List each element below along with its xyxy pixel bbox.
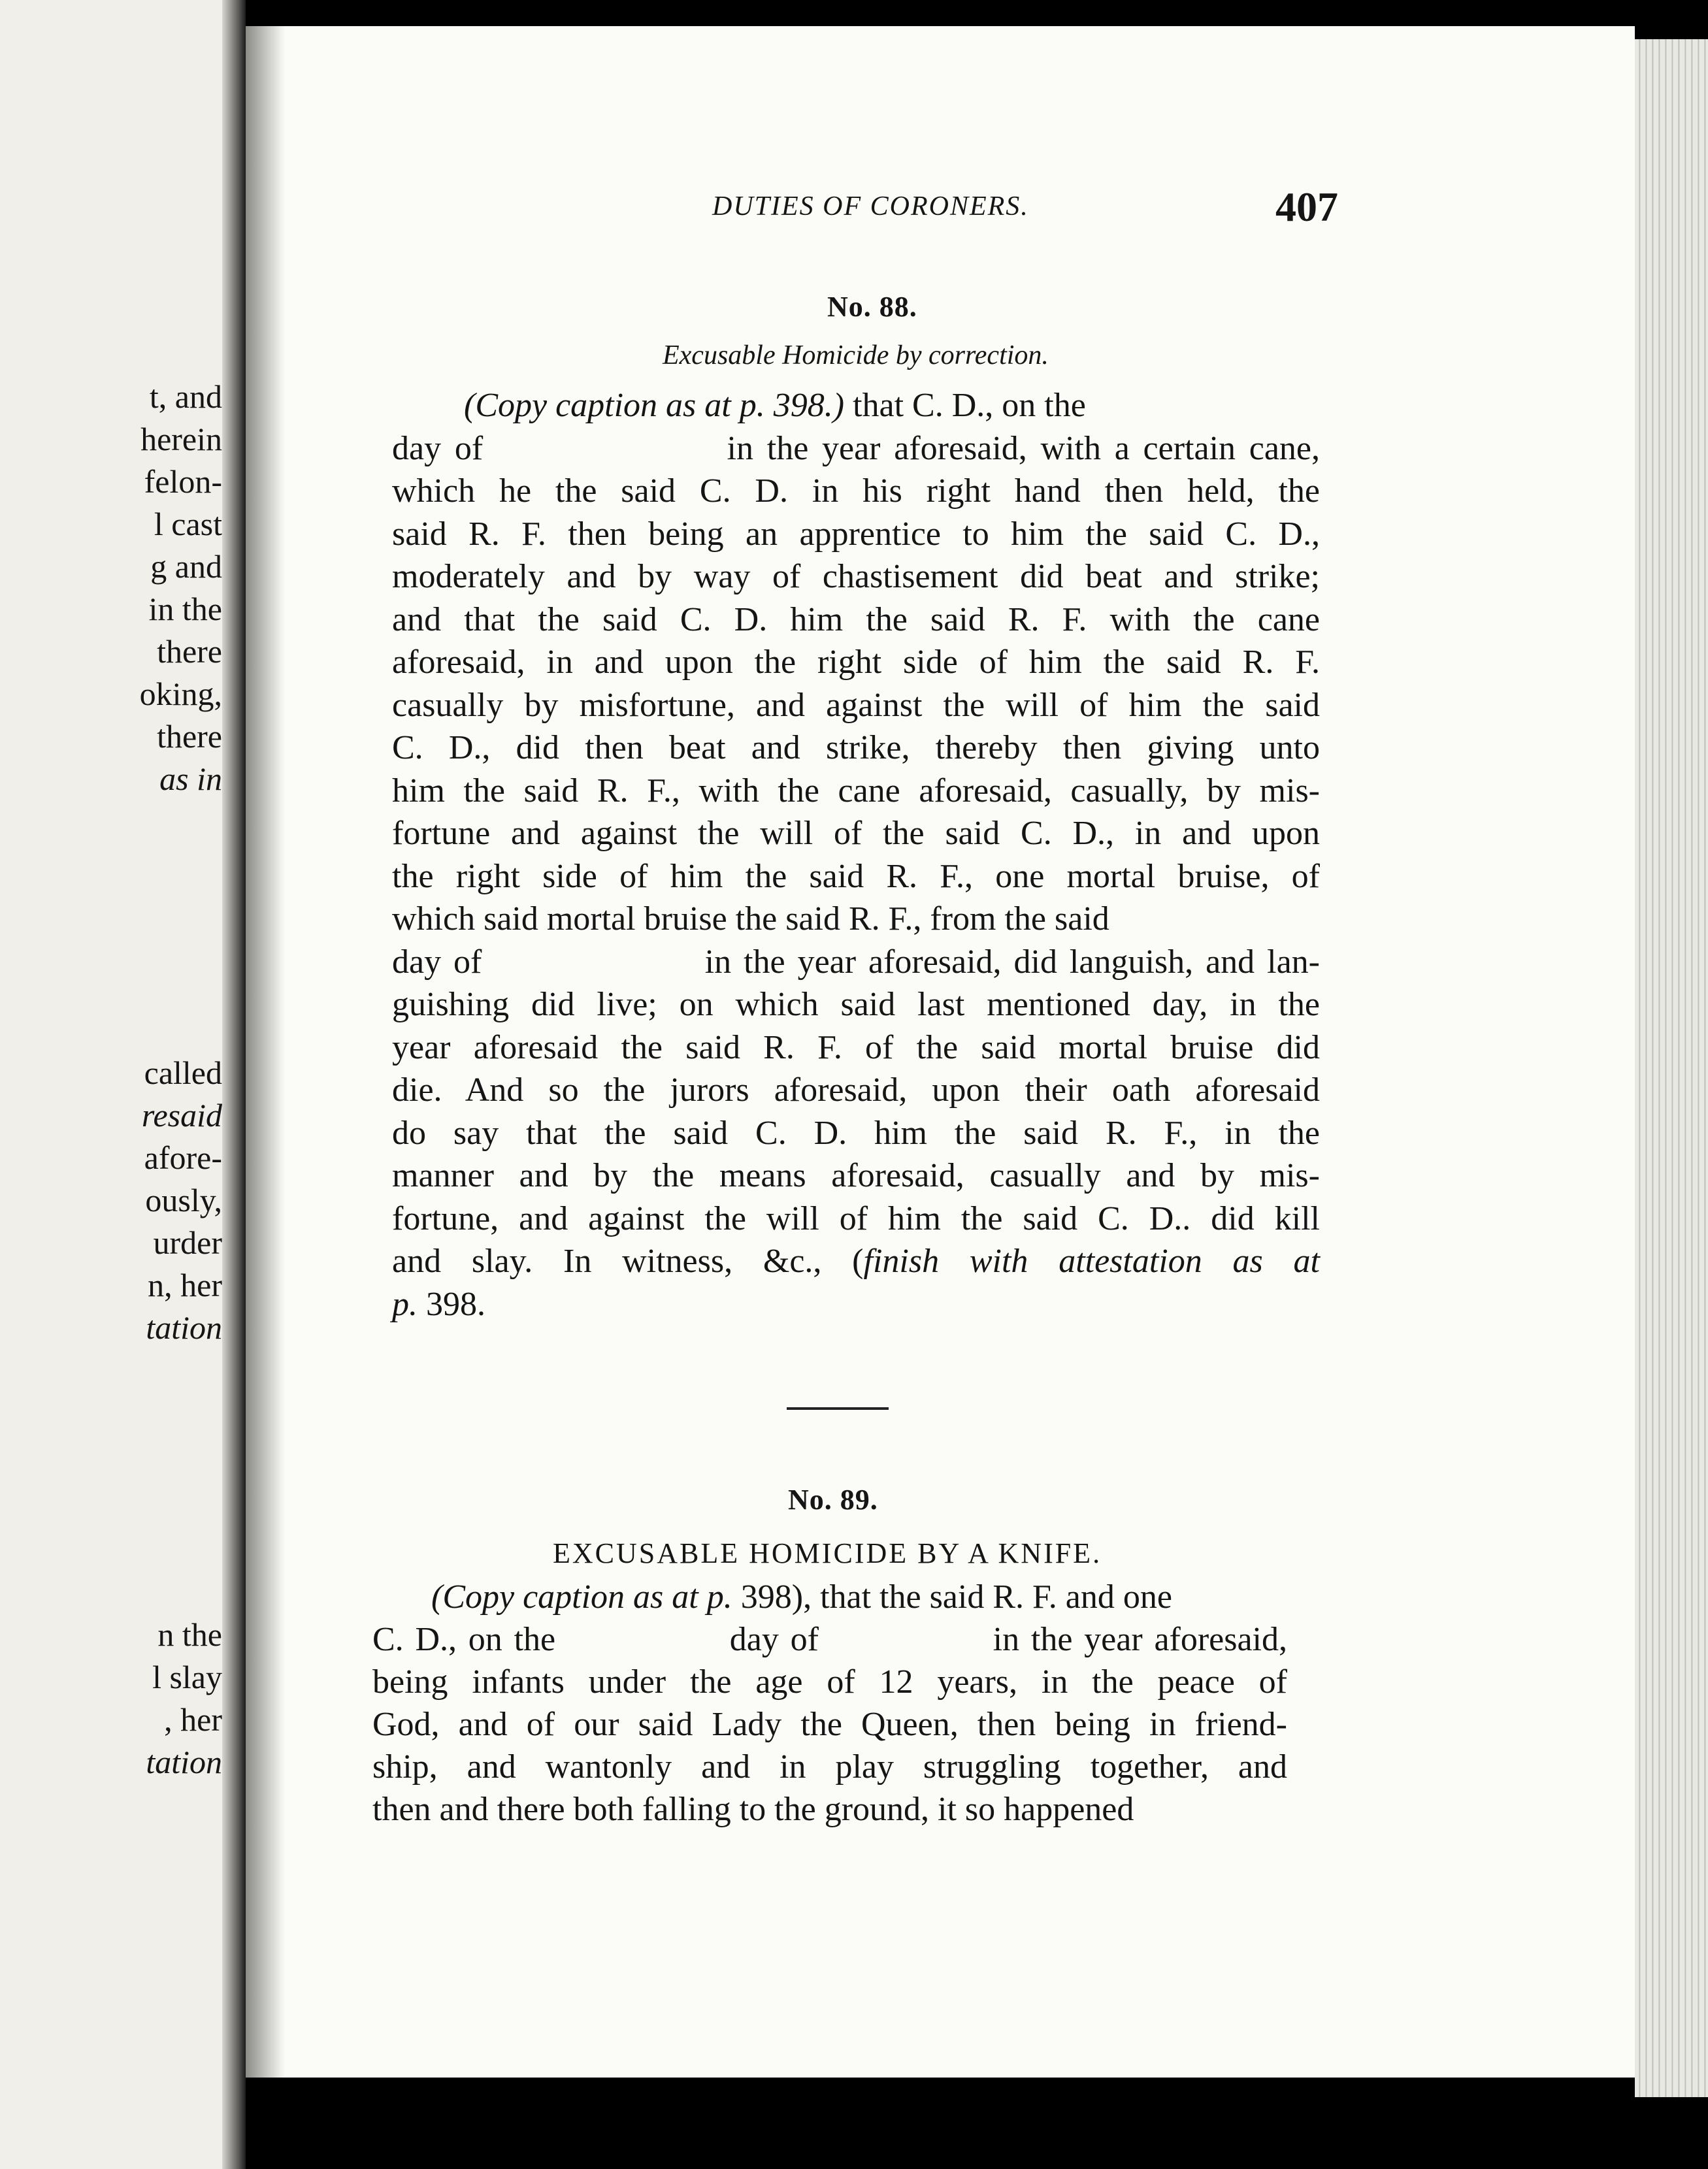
left-page-fragment: tation xyxy=(146,1744,222,1780)
text-run: 398. xyxy=(418,1285,485,1323)
text-run: 398), that the said R. F. and one xyxy=(732,1578,1172,1616)
text-line xyxy=(392,855,1320,898)
italic-text: p. xyxy=(392,1285,418,1323)
text-run: that C. D., on the xyxy=(844,387,1086,424)
text-run: him the said R. F., with the cane aforesaid, casually, by mis- xyxy=(392,772,1320,809)
left-page-fragment: n, her xyxy=(148,1267,222,1303)
text-run: do say that the said C. D. him the said R. F., in the xyxy=(392,1114,1320,1152)
left-page-fragment: felon- xyxy=(144,463,222,500)
text-run: guishing did live; on which said last mentioned day, in the xyxy=(392,986,1320,1023)
text-run: said R. F. then being an apprentice to him the said C. D., xyxy=(392,515,1320,553)
left-page-fragment: l slay xyxy=(152,1659,222,1695)
italic-text: finish with attestation as at xyxy=(863,1243,1320,1280)
left-page-fragment: in the xyxy=(148,591,222,627)
left-page-fragment: resaid xyxy=(141,1097,222,1133)
text-line xyxy=(372,1661,1287,1703)
section-divider xyxy=(787,1407,889,1410)
text-line xyxy=(372,1618,1287,1661)
entry-89-title: EXCUSABLE HOMICIDE BY A KNIFE. xyxy=(553,1537,1102,1569)
text-line xyxy=(392,812,1320,855)
italic-text: (Copy caption as at p. xyxy=(431,1578,732,1616)
entry-88-title: Excusable Homicide by correction. xyxy=(663,340,1049,370)
text-run: fortune, and against the will of him the said C. D.. did kill xyxy=(392,1199,1320,1237)
text-run: fortune and against the will of the said C. D., in and upon xyxy=(392,815,1320,852)
text-run: day of in the year aforesaid, did languish, and lan- xyxy=(392,943,1320,981)
book-gutter xyxy=(222,0,246,2169)
text-line xyxy=(392,1154,1320,1198)
entry-88-body xyxy=(392,384,1320,1326)
text-run: then and there both falling to the ground, it so happened xyxy=(372,1791,1134,1828)
text-line xyxy=(392,384,1320,427)
text-run: ship, and wantonly and in play struggling together, and xyxy=(372,1748,1287,1786)
text-run: moderately and by way of chastisement did beat and strike; xyxy=(392,558,1320,595)
left-page-fragment: there xyxy=(157,633,222,670)
text-line xyxy=(392,1069,1320,1112)
text-line xyxy=(392,641,1320,684)
running-header: DUTIES OF CORONERS. xyxy=(712,191,1029,221)
left-page-fragment: t, and xyxy=(149,378,222,415)
left-page-fragment: l cast xyxy=(154,506,222,542)
text-line xyxy=(392,1283,1320,1326)
text-run: and that the said C. D. him the said R. F. with the cane xyxy=(392,600,1320,638)
text-line xyxy=(372,1746,1287,1788)
text-line xyxy=(392,598,1320,642)
text-run: C. D., did then beat and strike, thereby then giving unto xyxy=(392,729,1320,766)
text-line xyxy=(392,983,1320,1026)
text-line xyxy=(392,1240,1320,1283)
text-line xyxy=(392,898,1320,941)
text-line xyxy=(392,726,1320,770)
left-page-fragment: afore- xyxy=(144,1139,222,1176)
text-run: C. D., on the day of in the year aforesaid, xyxy=(372,1621,1287,1658)
left-page-fragment: n the xyxy=(157,1616,222,1653)
left-page-fragment: , her xyxy=(164,1701,222,1738)
text-run: day of in the year aforesaid, with a certain cane, xyxy=(392,429,1320,467)
left-page-fragment: called xyxy=(144,1054,222,1091)
left-page xyxy=(0,0,246,2169)
text-run: the right side of him the said R. F., one mortal bruise, of xyxy=(392,857,1320,895)
text-line xyxy=(392,470,1320,513)
text-run: which said mortal bruise the said R. F., from the said xyxy=(392,900,1109,938)
text-line xyxy=(372,1576,1287,1618)
left-page-fragment: herein xyxy=(140,421,222,457)
left-page-fragment: urder xyxy=(153,1224,222,1261)
entry-89-body xyxy=(372,1576,1287,1831)
text-line xyxy=(392,1026,1320,1069)
text-line xyxy=(392,555,1320,598)
left-page-fragment: g and xyxy=(150,548,222,585)
left-page-fragment: there xyxy=(157,718,222,755)
gutter-shadow xyxy=(246,26,285,2078)
left-page-fragment: as in xyxy=(159,760,222,797)
text-run: manner and by the means aforesaid, casually and by mis- xyxy=(392,1157,1320,1194)
text-run: being infants under the age of 12 years, in the peace of xyxy=(372,1663,1287,1701)
entry-88-number: No. 88. xyxy=(827,291,917,323)
left-page-fragment: oking, xyxy=(139,676,222,712)
left-page-fragment: tation xyxy=(146,1309,222,1346)
italic-text: (Copy caption as at p. 398.) xyxy=(464,387,845,424)
page-number: 407 xyxy=(1275,184,1338,230)
text-line xyxy=(372,1788,1287,1831)
text-run: which he the said C. D. in his right hand then held, the xyxy=(392,472,1320,510)
entry-89-number: No. 89. xyxy=(788,1484,878,1516)
text-line xyxy=(392,1198,1320,1241)
text-run: year aforesaid the said R. F. of the said mortal bruise did xyxy=(392,1028,1320,1066)
text-line xyxy=(392,427,1320,470)
page-fore-edge xyxy=(1635,39,1708,2097)
text-line xyxy=(372,1703,1287,1746)
text-run: God, and of our said Lady the Queen, then being in friend- xyxy=(372,1706,1287,1743)
text-run: and slay. In witness, &c., ( xyxy=(392,1243,864,1280)
text-run: casually by misfortune, and against the will of him the said xyxy=(392,686,1320,724)
text-line xyxy=(392,941,1320,984)
left-page-fragment: ously, xyxy=(145,1182,222,1218)
text-line xyxy=(392,770,1320,813)
text-run: aforesaid, in and upon the right side of him the said R. F. xyxy=(392,644,1320,681)
text-line xyxy=(392,513,1320,556)
text-line xyxy=(392,684,1320,727)
text-run: die. And so the jurors aforesaid, upon their oath aforesaid xyxy=(392,1071,1320,1109)
text-line xyxy=(392,1112,1320,1155)
